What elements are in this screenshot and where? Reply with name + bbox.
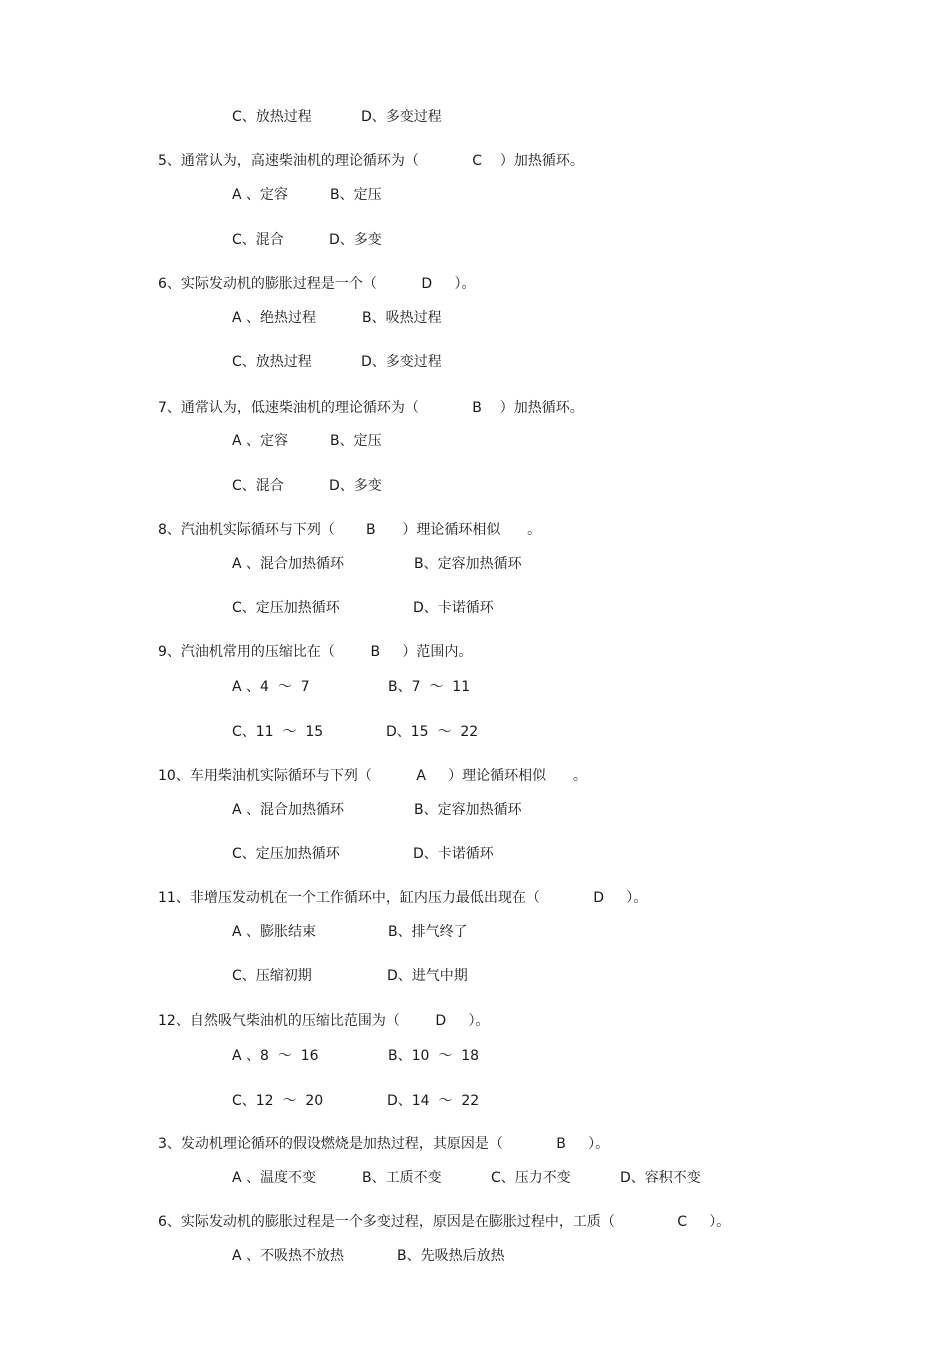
- answer-option: B、7 ～ 11: [388, 679, 471, 695]
- answer-option: D、多变: [329, 478, 382, 494]
- question-text: 7、通常认为，低速柴油机的理论循环为（ B ）加热循环。: [158, 400, 584, 416]
- answer-option: D、卡诺循环: [413, 846, 494, 862]
- answer-option: A 、混合加热循环: [232, 556, 345, 572]
- answer-option: A 、不吸热不放热: [232, 1248, 345, 1264]
- question-text: 8、汽油机实际循环与下列（ B ）理论循环相似 。: [158, 522, 542, 538]
- answer-option: C、放热过程: [232, 354, 312, 370]
- question-text: 10、车用柴油机实际循环与下列（ A ）理论循环相似 。: [158, 768, 587, 784]
- question-text: 9、汽油机常用的压缩比在（ B ）范围内。: [158, 644, 473, 660]
- answer-option: B、定压: [330, 187, 382, 203]
- answer-option: B、工质不变: [362, 1170, 442, 1186]
- answer-option: B、先吸热后放热: [397, 1248, 505, 1264]
- answer-option: A 、定容: [232, 187, 289, 203]
- answer-option: A 、定容: [232, 433, 289, 449]
- answer-option: C、11 ～ 15: [232, 724, 324, 740]
- answer-option: B、定压: [330, 433, 382, 449]
- answer-option: C、放热过程: [232, 109, 312, 125]
- answer-option: B、10 ～ 18: [388, 1048, 480, 1064]
- answer-option: D、多变过程: [361, 109, 442, 125]
- answer-option: D、多变过程: [361, 354, 442, 370]
- answer-option: D、卡诺循环: [413, 600, 494, 616]
- answer-option: C、定压加热循环: [232, 600, 340, 616]
- answer-option: A 、8 ～ 16: [232, 1048, 319, 1064]
- question-text: 6、实际发动机的膨胀过程是一个多变过程，原因是在膨胀过程中，工质（ C ）。: [158, 1214, 731, 1230]
- answer-option: D、多变: [329, 232, 382, 248]
- answer-option: C、混合: [232, 478, 284, 494]
- question-text: 6、实际发动机的膨胀过程是一个（ D ）。: [158, 276, 476, 292]
- answer-option: C、压缩初期: [232, 968, 312, 984]
- answer-option: D、容积不变: [620, 1170, 701, 1186]
- answer-option: C、混合: [232, 232, 284, 248]
- answer-option: D、15 ～ 22: [386, 724, 479, 740]
- answer-option: A 、混合加热循环: [232, 802, 345, 818]
- answer-option: A 、4 ～ 7: [232, 679, 310, 695]
- answer-option: A 、绝热过程: [232, 310, 317, 326]
- answer-option: D、进气中期: [387, 968, 468, 984]
- answer-option: C、12 ～ 20: [232, 1093, 324, 1109]
- question-text: 5、通常认为，高速柴油机的理论循环为（ C ）加热循环。: [158, 153, 584, 169]
- answer-option: B、定容加热循环: [414, 556, 522, 572]
- answer-option: A 、温度不变: [232, 1170, 317, 1186]
- answer-option: B、排气终了: [388, 924, 468, 940]
- answer-option: C、压力不变: [491, 1170, 571, 1186]
- answer-option: B、定容加热循环: [414, 802, 522, 818]
- question-text: 12、自然吸气柴油机的压缩比范围为（ D ）。: [158, 1013, 490, 1029]
- question-text: 3、发动机理论循环的假设燃烧是加热过程，其原因是（ B ）。: [158, 1136, 610, 1152]
- answer-option: D、14 ～ 22: [387, 1093, 480, 1109]
- answer-option: B、吸热过程: [362, 310, 442, 326]
- answer-option: A 、膨胀结束: [232, 924, 317, 940]
- answer-option: C、定压加热循环: [232, 846, 340, 862]
- question-text: 11、非增压发动机在一个工作循环中，缸内压力最低出现在（ D ）。: [158, 890, 648, 906]
